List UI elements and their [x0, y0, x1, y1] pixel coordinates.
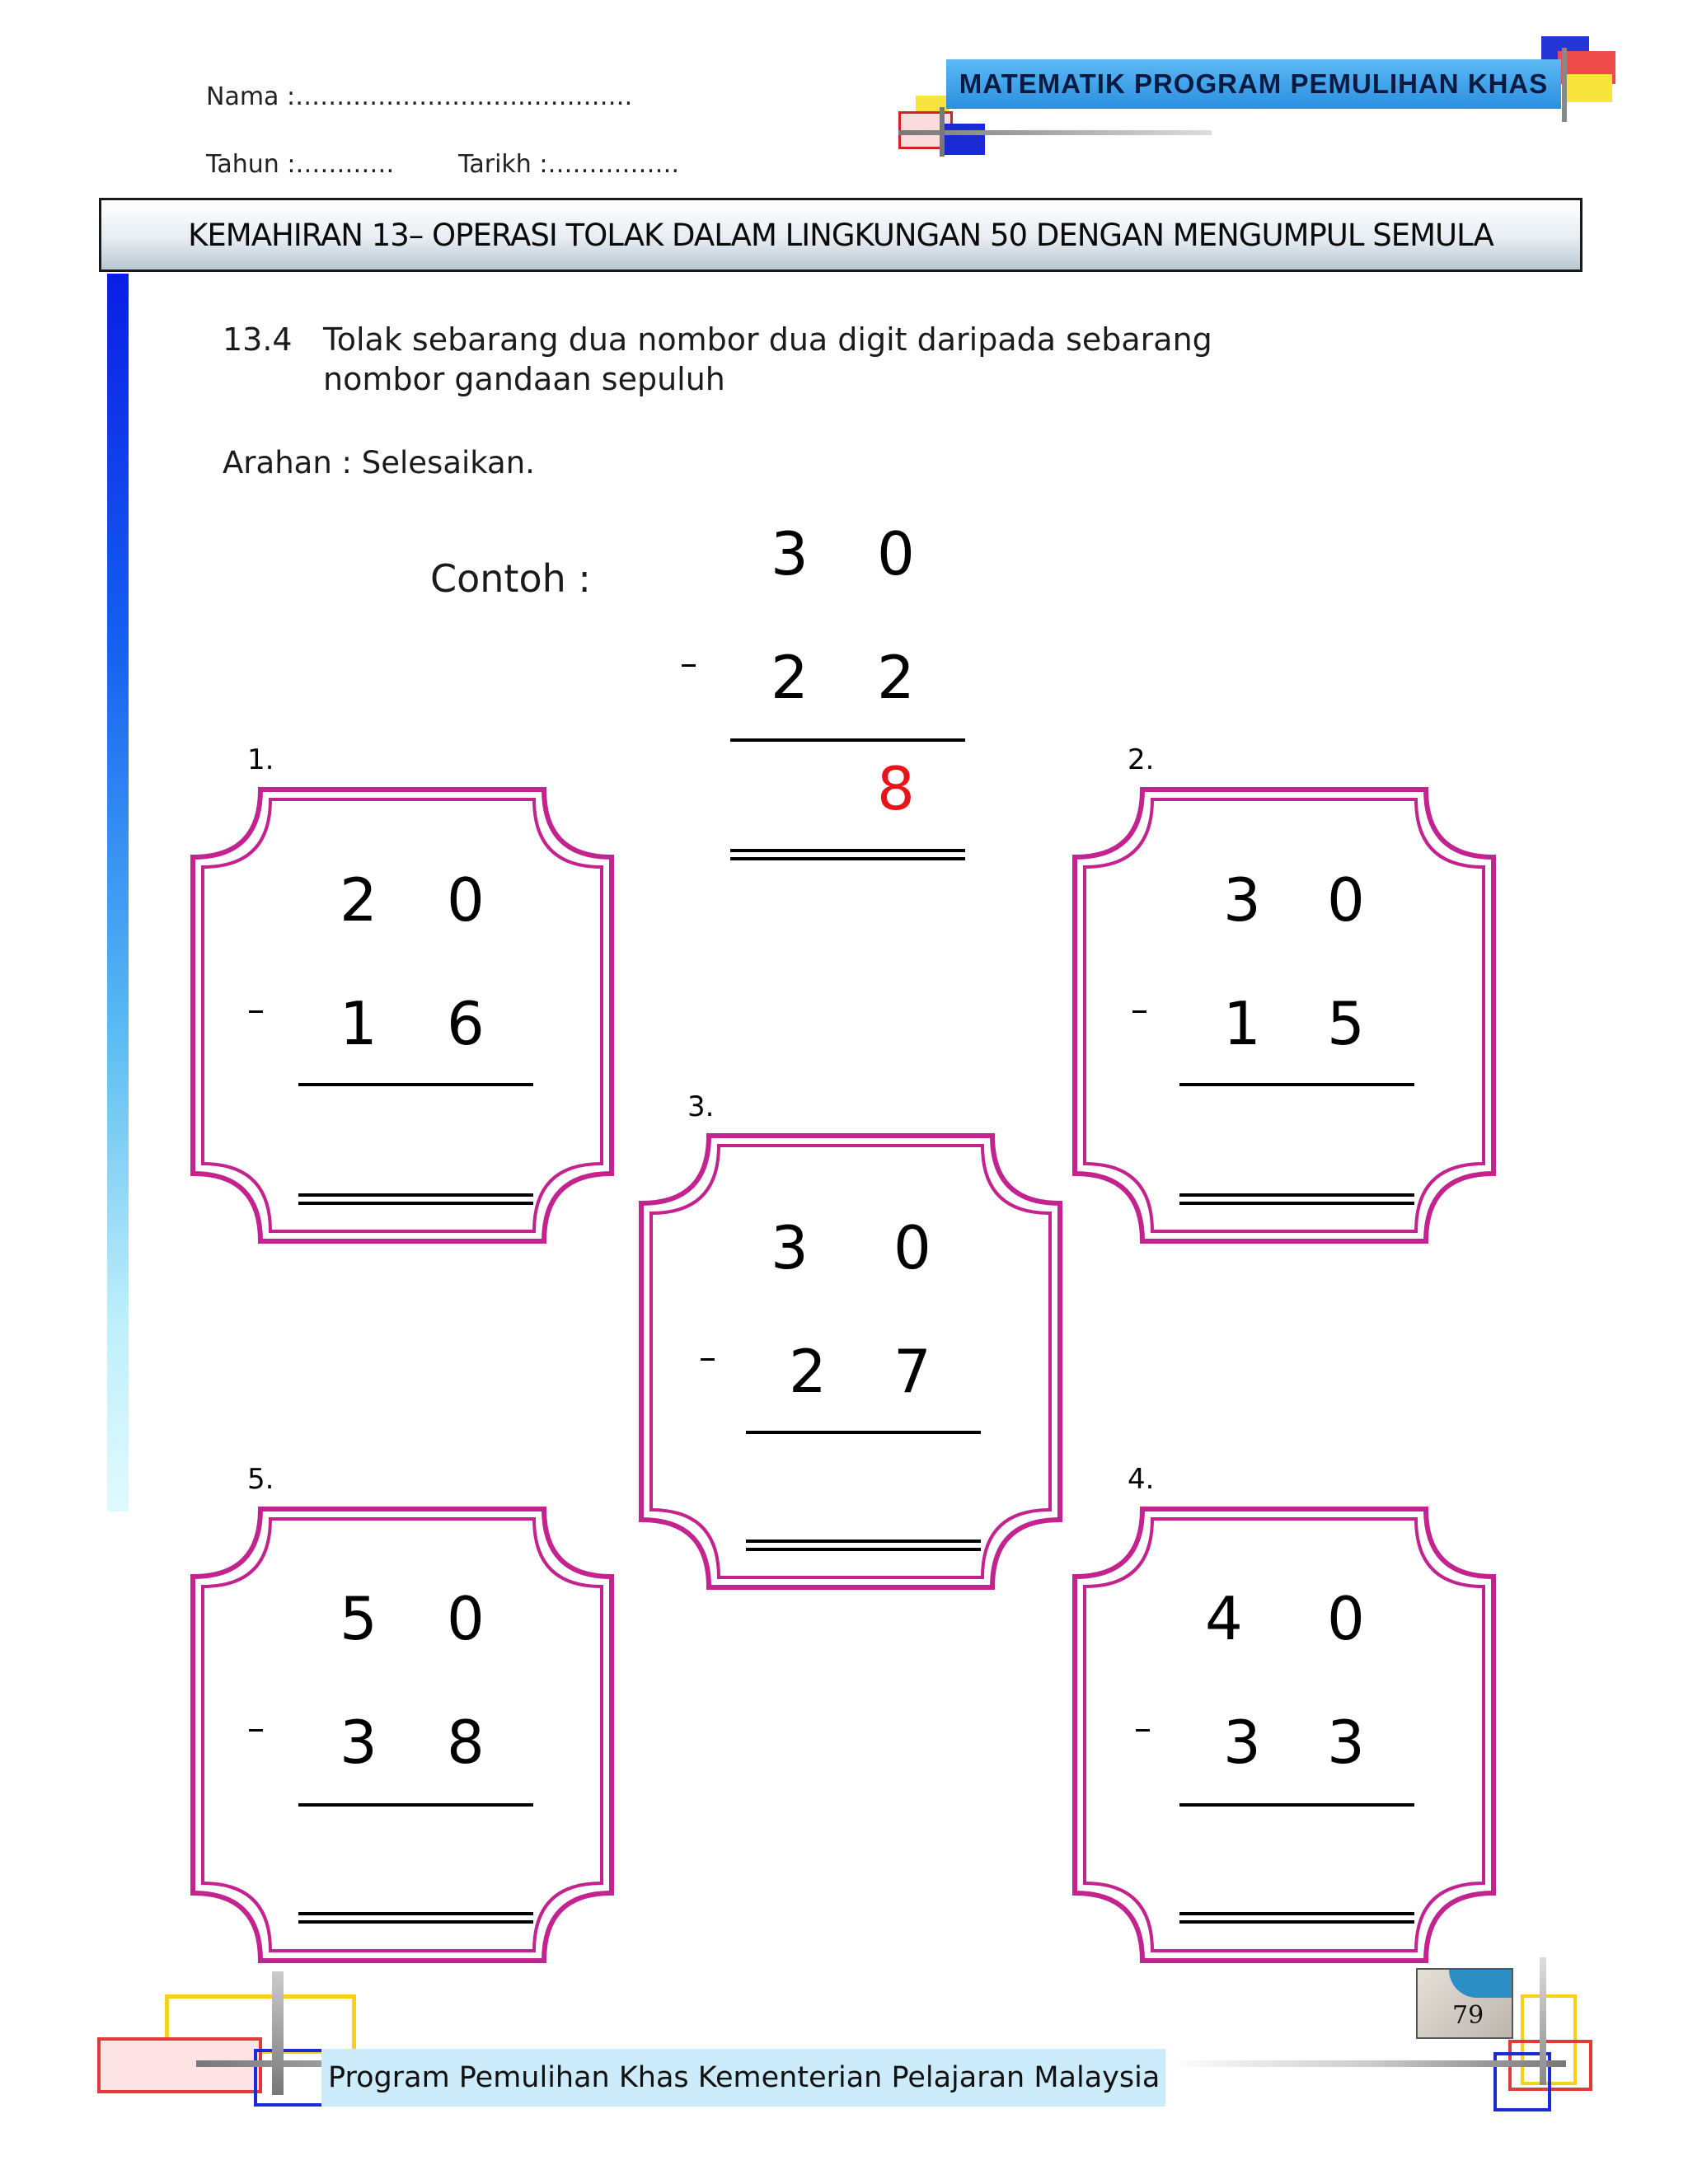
q2-minus-sign: –	[1131, 989, 1148, 1029]
program-banner: MATEMATIK PROGRAM PEMULIHAN KHAS	[946, 59, 1561, 109]
q5-double-line-top	[298, 1912, 533, 1915]
q1-bottom-ones: 6	[447, 989, 485, 1058]
q1-top-tens: 2	[340, 865, 377, 935]
footer-program-bar	[321, 2049, 1165, 2107]
q1-sum-line	[298, 1083, 533, 1086]
q4-bottom-tens: 3	[1223, 1708, 1261, 1777]
date-field-label: Tarikh :…………….	[458, 150, 679, 179]
q5-minus-sign: –	[247, 1708, 265, 1748]
q5-bottom-ones: 8	[447, 1708, 485, 1777]
q4-double-line-bottom	[1179, 1920, 1414, 1924]
q4-sum-line	[1179, 1803, 1414, 1807]
topic-title-bar: KEMAHIRAN 13– OPERASI TOLAK DALAM LINGKUNGAN 50 DENGAN MENGUMPUL SEMULA	[99, 198, 1582, 272]
q2-double-line-top	[1179, 1193, 1414, 1197]
question-2-label: 2.	[1128, 743, 1155, 776]
q5-double-line-bottom	[298, 1920, 533, 1924]
question-4-label: 4.	[1128, 1463, 1155, 1496]
q5-top-tens: 5	[340, 1584, 377, 1653]
q2-top-tens: 3	[1223, 865, 1261, 935]
q3-bottom-tens: 2	[789, 1337, 827, 1406]
question-5-label: 5.	[247, 1463, 274, 1496]
page-number-tile	[1416, 1968, 1513, 2039]
q4-top-tens: 4	[1205, 1584, 1243, 1653]
q2-top-ones: 0	[1327, 865, 1365, 935]
instruction-text: Arahan : Selesaikan.	[223, 445, 535, 480]
name-field-label: Nama :……………………….………….	[206, 82, 633, 111]
q2-double-line-bottom	[1179, 1202, 1414, 1205]
example-minus-sign: –	[680, 643, 697, 683]
q3-minus-sign: –	[699, 1337, 716, 1377]
example-top-ones: 0	[877, 519, 915, 588]
example-top-tens: 3	[771, 519, 809, 588]
q3-bottom-ones: 7	[893, 1337, 931, 1406]
q5-sum-line	[298, 1803, 533, 1807]
q4-minus-sign: –	[1134, 1708, 1151, 1748]
example-bottom-ones: 2	[877, 643, 915, 712]
example-answer: 8	[877, 754, 915, 823]
q1-double-line-bottom	[298, 1202, 533, 1205]
q1-bottom-tens: 1	[340, 989, 377, 1058]
left-gradient-bar	[107, 274, 129, 1511]
example-sum-line	[730, 738, 965, 742]
example-label: Contoh :	[430, 556, 591, 601]
q2-bottom-tens: 1	[1223, 989, 1261, 1058]
q1-top-ones: 0	[447, 865, 485, 935]
footer-text: Program Pemulihan Khas Kementerian Pelajaran Malaysia	[328, 2061, 1160, 2094]
q4-bottom-ones: 3	[1327, 1708, 1365, 1777]
q4-double-line-top	[1179, 1912, 1414, 1915]
q2-bottom-ones: 5	[1327, 989, 1365, 1058]
q3-sum-line	[746, 1431, 981, 1434]
example-double-line-bottom	[730, 857, 965, 860]
q1-minus-sign: –	[247, 989, 265, 1029]
example-bottom-tens: 2	[771, 643, 809, 712]
skill-description-line1: Tolak sebarang dua nombor dua digit daripada sebarang	[323, 321, 1212, 358]
q3-double-line-top	[746, 1540, 981, 1543]
page-corner-curl	[1449, 1970, 1512, 1998]
question-1-label: 1.	[247, 743, 274, 776]
q5-bottom-tens: 3	[340, 1708, 377, 1777]
question-3-label: 3.	[687, 1090, 715, 1123]
q3-double-line-bottom	[746, 1548, 981, 1551]
page-number: 79	[1452, 2001, 1484, 2030]
skill-code: 13.4	[223, 321, 293, 358]
q2-sum-line	[1179, 1083, 1414, 1086]
q5-top-ones: 0	[447, 1584, 485, 1653]
q1-double-line-top	[298, 1193, 533, 1197]
q3-top-tens: 3	[771, 1213, 809, 1282]
q4-top-ones: 0	[1327, 1584, 1365, 1653]
example-double-line-top	[730, 849, 965, 852]
skill-description-line2: nombor gandaan sepuluh	[323, 361, 725, 397]
q3-top-ones: 0	[893, 1213, 931, 1282]
year-field-label: Tahun :…………	[206, 150, 395, 179]
